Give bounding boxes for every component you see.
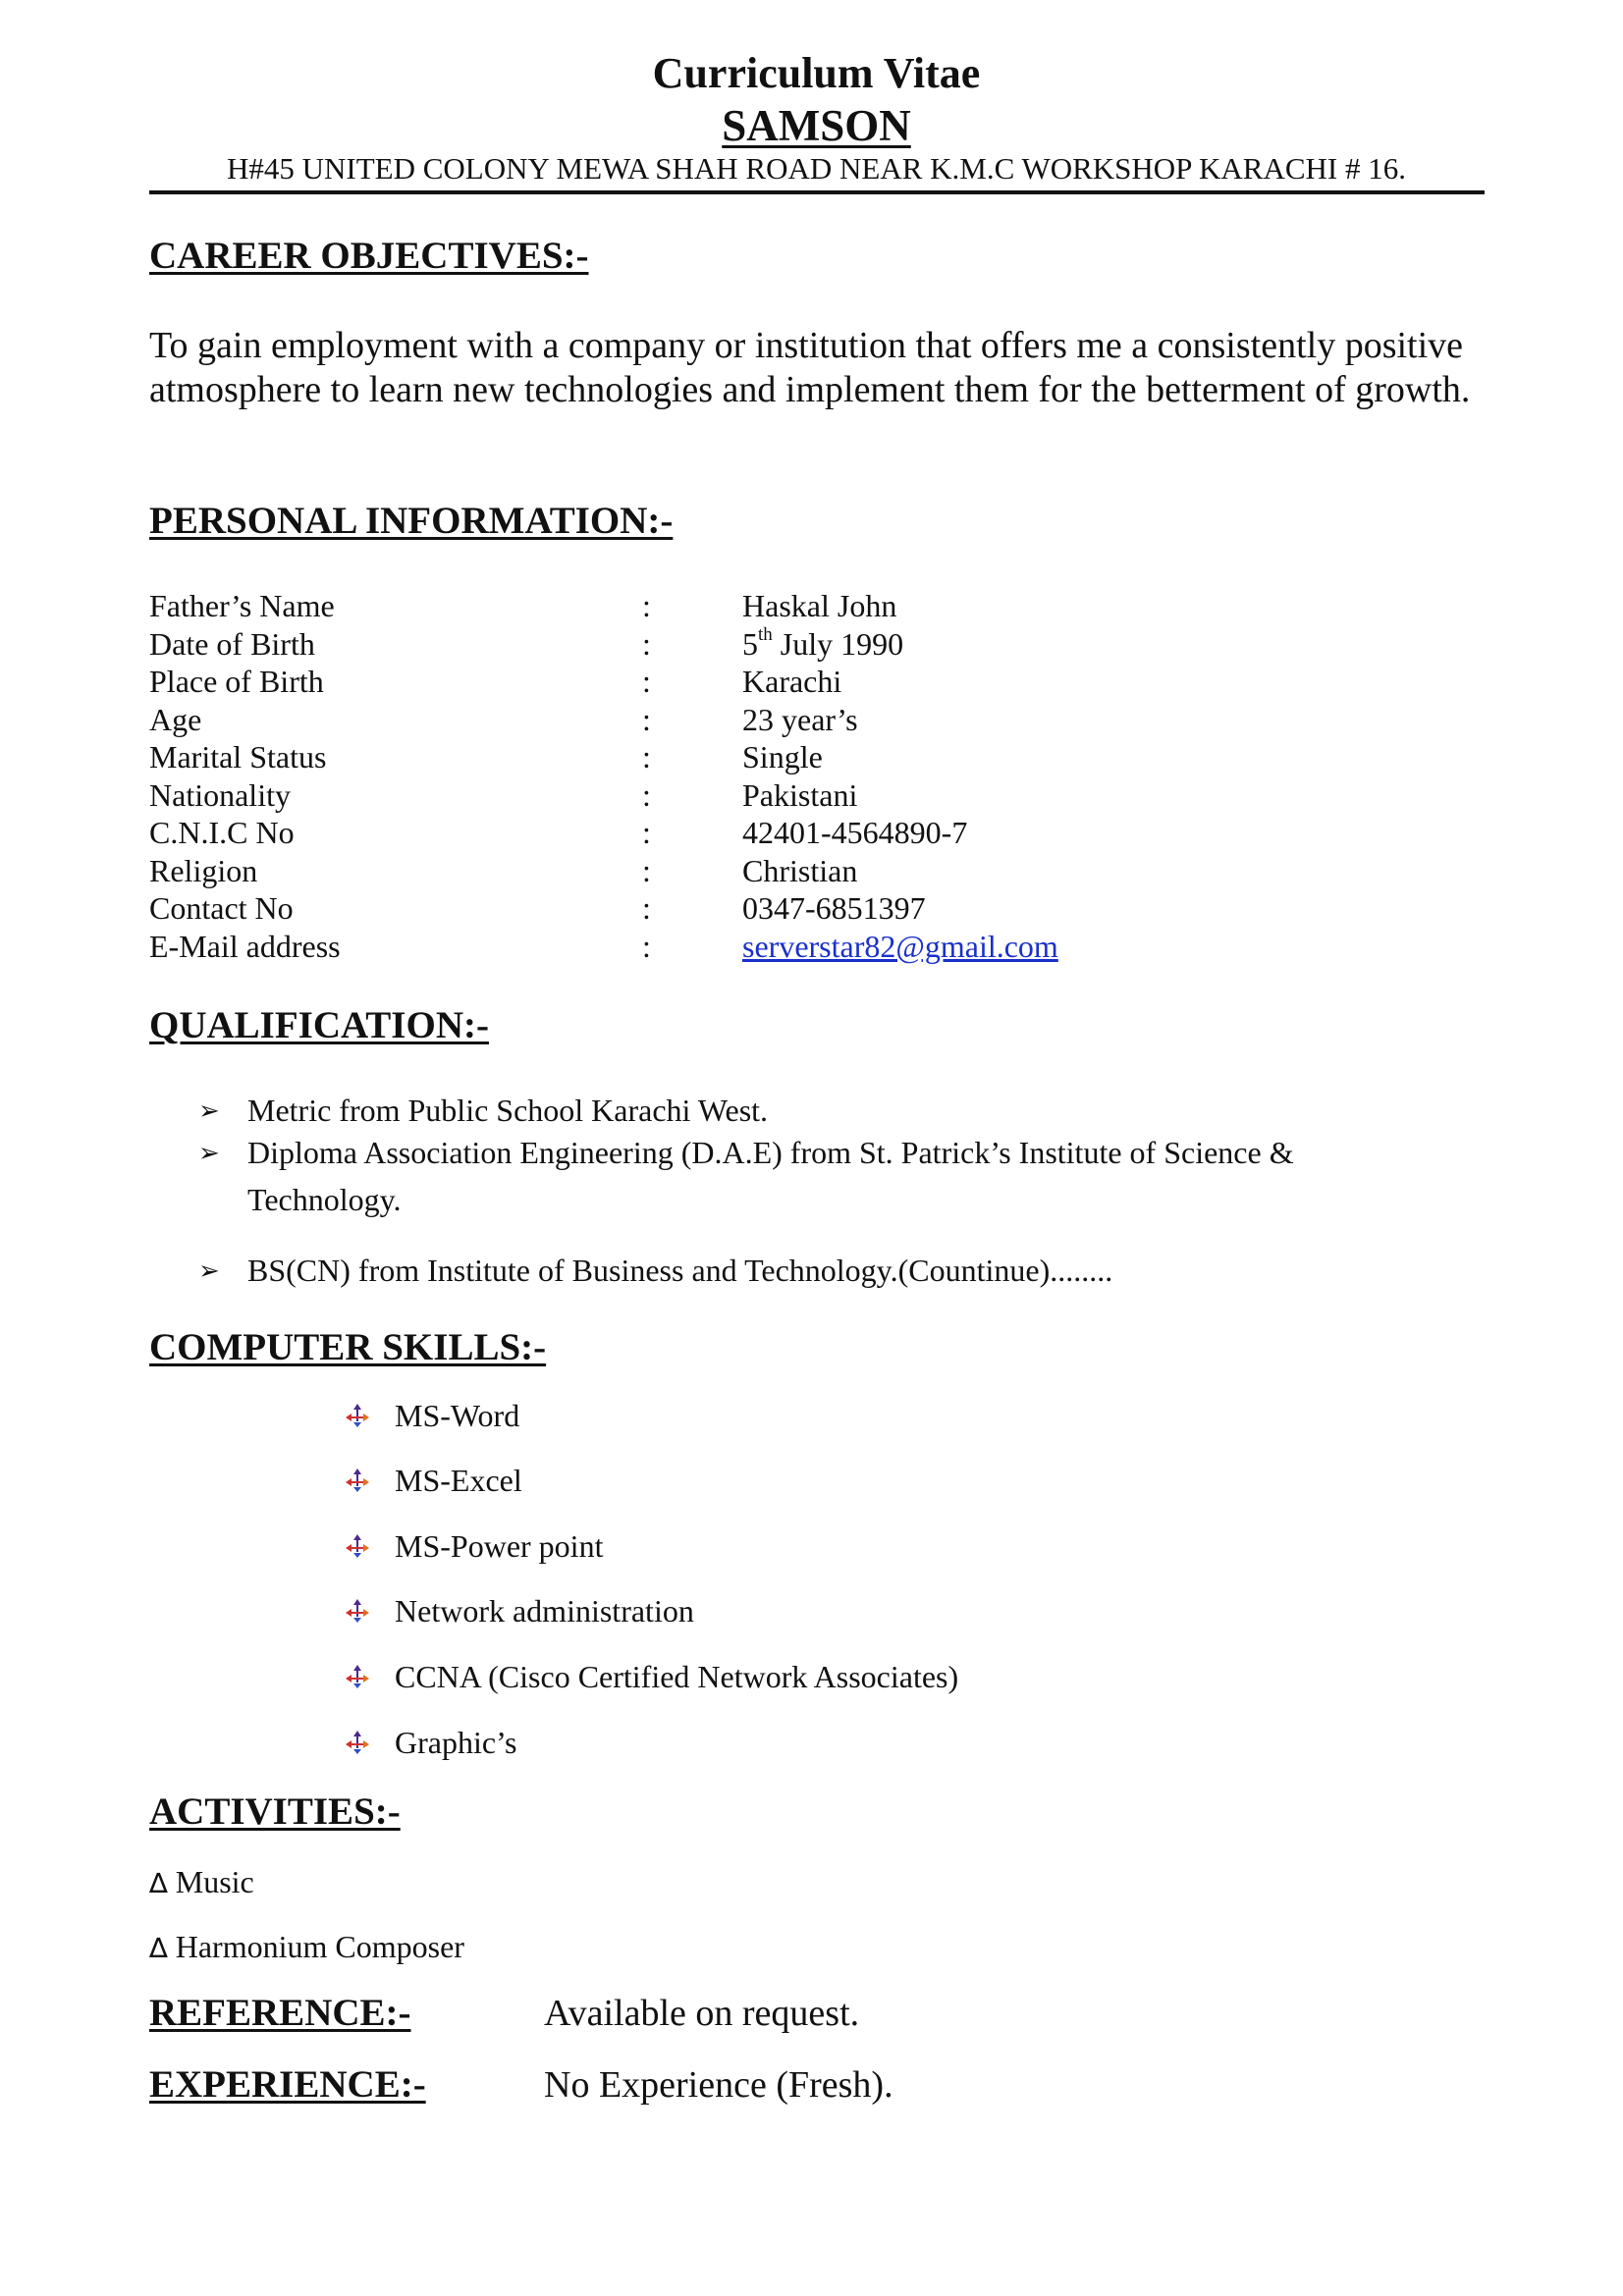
info-value (742, 625, 903, 663)
info-value: Haskal John (742, 588, 897, 623)
qualification-text: BS(CN) from Institute of Business and Technology.(Countinue)........ (247, 1253, 1113, 1288)
career-objectives-heading: CAREER OBJECTIVES:- (149, 235, 589, 277)
activities-heading: ACTIVITIES:- (149, 1790, 401, 1833)
info-separator: : (642, 890, 651, 926)
candidate-name: SAMSON (722, 101, 911, 150)
info-label: Age (149, 702, 202, 737)
reference-heading: REFERENCE:- (149, 1992, 411, 2034)
info-value: 0347-6851397 (742, 890, 926, 926)
info-label: Date of Birth (149, 626, 315, 662)
delta-bullet-icon: ∆ (149, 1867, 168, 1899)
skill-text: Graphic’s (395, 1725, 517, 1760)
personal-information-heading: PERSONAL INFORMATION:- (149, 500, 674, 542)
info-separator: : (642, 664, 651, 699)
activity-item (149, 1927, 464, 1968)
four-way-arrow-bullet-icon (346, 1404, 369, 1427)
info-value: Pakistani (742, 777, 858, 813)
info-label: Religion (149, 853, 258, 888)
info-label: C.N.I.C No (149, 815, 295, 850)
candidate-address: H#45 UNITED COLONY MEWA SHAH ROAD NEAR K.M.C WORKSHOP KARACHI # 16. (227, 151, 1406, 186)
info-value (742, 928, 1058, 965)
four-way-arrow-bullet-icon (346, 1468, 369, 1492)
arrowhead-bullet-icon: ➢ (198, 1256, 220, 1286)
info-separator: : (642, 739, 651, 774)
header-divider (149, 190, 1485, 194)
skill-text: MS-Excel (395, 1463, 522, 1498)
experience-value: No Experience (Fresh). (544, 2064, 893, 2106)
info-separator: : (642, 777, 651, 813)
career-objectives-text: To gain employment with a company or institution that offers me a consistently positive atmosphere to learn new technologies and implement them for the betterment of growth. (149, 325, 1471, 410)
info-value: 23 year’s (742, 702, 858, 737)
four-way-arrow-bullet-icon (346, 1731, 369, 1754)
four-way-arrow-bullet-icon (346, 1665, 369, 1688)
qualification-heading: QUALIFICATION:- (149, 1004, 489, 1046)
info-value: Christian (742, 853, 858, 888)
email-link[interactable]: serverstar82@gmail.com (742, 929, 1058, 964)
qualification-text: Technology. (247, 1182, 402, 1217)
info-label: E-Mail address (149, 929, 341, 964)
four-way-arrow-bullet-icon (346, 1599, 369, 1623)
dob-month-year: July 1990 (772, 626, 904, 662)
info-value: Karachi (742, 664, 842, 699)
activity-text: Music (175, 1864, 254, 1899)
activity-item (149, 1862, 254, 1903)
four-way-arrow-bullet-icon (346, 1534, 369, 1558)
experience-heading: EXPERIENCE:- (149, 2063, 426, 2106)
arrowhead-bullet-icon: ➢ (198, 1139, 220, 1168)
skill-text: MS-Word (395, 1398, 520, 1433)
info-separator: : (642, 853, 651, 888)
info-label: Marital Status (149, 739, 327, 774)
dob-day: 5 (742, 626, 758, 662)
skill-text: Network administration (395, 1593, 694, 1629)
reference-value: Available on request. (544, 1993, 860, 2034)
info-value: Single (742, 739, 823, 774)
dob-ordinal-suffix: th (758, 624, 773, 646)
info-value: 42401-4564890-7 (742, 815, 968, 850)
document-title: Curriculum Vitae (652, 49, 981, 97)
info-separator: : (642, 626, 651, 662)
info-label: Nationality (149, 777, 291, 813)
info-separator: : (642, 588, 651, 623)
info-label: Father’s Name (149, 588, 335, 623)
computer-skills-heading: COMPUTER SKILLS:- (149, 1326, 547, 1368)
qualification-text: Metric from Public School Karachi West. (247, 1093, 769, 1128)
info-label: Place of Birth (149, 664, 324, 699)
info-separator: : (642, 702, 651, 737)
skill-text: MS-Power point (395, 1528, 604, 1564)
delta-bullet-icon: ∆ (149, 1932, 168, 1964)
info-label: Contact No (149, 890, 294, 926)
info-separator: : (642, 815, 651, 850)
skill-text: CCNA (Cisco Certified Network Associates) (395, 1659, 959, 1694)
info-separator: : (642, 929, 651, 964)
activity-text: Harmonium Composer (175, 1929, 464, 1964)
qualification-text: Diploma Association Engineering (D.A.E) from St. Patrick’s Institute of Science & (247, 1135, 1294, 1170)
arrowhead-bullet-icon: ➢ (198, 1096, 220, 1126)
